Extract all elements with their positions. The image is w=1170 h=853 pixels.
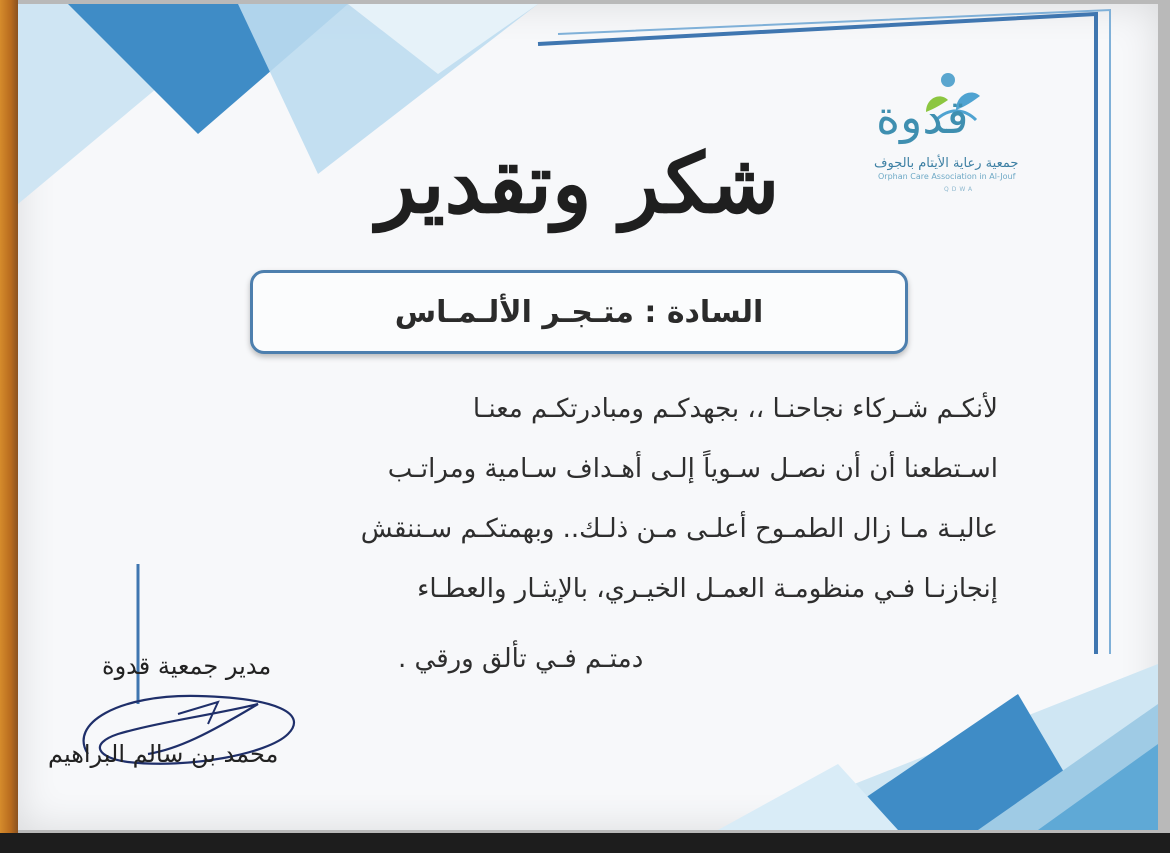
frame-bottom-edge	[0, 833, 1170, 853]
certificate-title: شكر وتقدير	[376, 136, 780, 232]
logo-subtitle-ar: جمعية رعاية الأيتام بالجوف	[874, 156, 1019, 171]
body-line: عاليـة مـا زال الطمـوح أعلـى مـن ذلـك.. وبهمتكـم سـننقش	[360, 514, 998, 544]
logo-subtitle-en: Orphan Care Association in Al-Jouf	[878, 172, 1016, 181]
association-logo	[856, 70, 1056, 200]
recipient-box	[250, 270, 908, 354]
certificate-paper	[18, 4, 1158, 830]
body-line: لأنكـم شـركاء نجاحنـا ،، بجهدكـم ومبادرتكـم معنـا	[472, 394, 998, 424]
closing-line: دمتـم فـي تألق ورقي .	[398, 644, 644, 674]
body-line: اسـتطعنا أن أن نصـل سـوياً إلـى أهـداف سـامية ومراتـب	[387, 454, 998, 484]
signatory-name: محمد بن سالم البراهيم	[48, 740, 279, 768]
signatory-title: مدير جمعية قدوة	[102, 652, 272, 680]
recipient-name: السادة : متـجـر الألـمـاس	[394, 294, 764, 330]
title-calligraphy	[368, 114, 788, 244]
wood-edge	[0, 0, 18, 853]
certificate-body	[166, 379, 998, 619]
logo-subtitle-tiny: QDWA	[944, 186, 976, 193]
body-line: إنجازنـا فـي منظومـة العمـل الخيـري، بالإيثـار والعطـاء	[417, 574, 998, 604]
logo-name: قدوة	[876, 90, 969, 144]
